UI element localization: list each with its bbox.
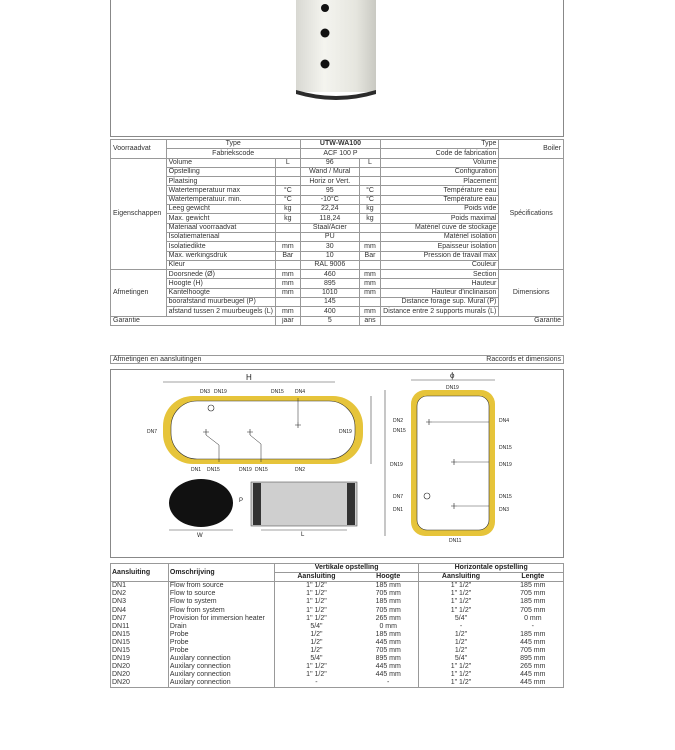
- horiz-length: 185 mm: [503, 631, 564, 639]
- spec-unit: mm: [359, 279, 380, 288]
- spec-unit: [275, 298, 300, 307]
- v-right-3: DN15: [499, 494, 512, 500]
- vert-height: 895 mm: [358, 655, 419, 663]
- properties-group-label-fr: Spécifications: [499, 158, 564, 270]
- spec-name-nl: Hoogte (H): [166, 279, 275, 288]
- vert-height: 0 mm: [358, 623, 419, 631]
- conn-desc: Provision for immersion heater: [168, 615, 274, 623]
- properties-row: [111, 251, 564, 260]
- horizontal-tank-drawing: [147, 373, 371, 473]
- properties-row: [111, 242, 564, 251]
- conn-desc: Drain: [168, 623, 274, 631]
- conn-desc: Auxilary connection: [168, 679, 274, 688]
- spec-unit: Bar: [275, 251, 300, 260]
- table-row: [111, 582, 564, 591]
- horiz-size: 1" 1/2": [450, 590, 472, 598]
- model-value: UTW-WA100: [300, 140, 380, 149]
- spec-unit: [359, 298, 380, 307]
- spec-value: -10°C: [300, 195, 359, 204]
- spec-unit: kg: [275, 205, 300, 214]
- spec-name-fr: Température eau: [381, 186, 499, 195]
- connections-table: [110, 563, 564, 688]
- properties-row: [111, 158, 564, 167]
- dim-phi-label: ϕ: [450, 371, 455, 380]
- spec-value: 95: [300, 186, 359, 195]
- spec-name-fr: Volume: [381, 158, 499, 167]
- spec-unit: kg: [359, 214, 380, 223]
- horiz-length: 895 mm: [503, 655, 564, 663]
- vert-height: 445 mm: [358, 671, 419, 679]
- warranty-unit: jaar: [275, 316, 300, 325]
- spec-name-nl: Doorsnede (Ø): [166, 270, 275, 279]
- properties-row: [111, 167, 564, 176]
- horiz-size: 1" 1/2": [419, 582, 503, 591]
- horiz-size: 1" 1/2": [450, 598, 472, 606]
- conn-id: DN19: [111, 655, 169, 663]
- conn-desc: Auxilary connection: [168, 671, 274, 679]
- spec-unit: °C: [275, 186, 300, 195]
- spec-name-fr: Poids maximal: [381, 214, 499, 223]
- spec-name-fr: Pression de travail max: [381, 251, 499, 260]
- v-left-4: DN1: [393, 507, 404, 513]
- spec-unit: [359, 223, 380, 232]
- vert-height: 185 mm: [358, 631, 419, 639]
- spec-value: RAL 9006: [300, 260, 359, 269]
- spec-name-fr: Hauteur d'inclinaison: [381, 288, 499, 297]
- spec-unit: [359, 260, 380, 269]
- horiz-length: 265 mm: [503, 663, 564, 671]
- horiz-length: 445 mm: [503, 639, 564, 647]
- spec-table: [110, 139, 564, 326]
- v-bottom: DN11: [449, 538, 462, 544]
- spec-name-fr: Matériel cuve de stockage: [381, 223, 499, 232]
- spec-unit: [359, 232, 380, 241]
- spec-name-nl: Max. gewicht: [166, 214, 275, 223]
- h-bot-0: DN1: [191, 467, 202, 473]
- table-row: [111, 606, 564, 614]
- spec-name-fr: Hauteur: [381, 279, 499, 288]
- spec-name-nl: afstand tussen 2 muurbeugels (L): [166, 307, 275, 316]
- conn-desc: Probe: [168, 647, 274, 655]
- spec-name-fr: Poids vide: [381, 205, 499, 214]
- spec-name-nl: Isolatiemateriaal: [166, 232, 275, 241]
- spec-unit: °C: [275, 195, 300, 204]
- horiz-length: 445 mm: [503, 671, 564, 679]
- section-bar: [110, 355, 564, 364]
- vert-size: 1" 1/2": [274, 582, 358, 591]
- v-left-2: DN19: [390, 462, 403, 468]
- spec-unit: Bar: [359, 251, 380, 260]
- spec-value: Wand / Mural: [300, 167, 359, 176]
- vert-size: 1/2": [310, 638, 323, 646]
- conn-id: DN20: [111, 679, 169, 688]
- spec-unit: [359, 177, 380, 186]
- dimensions-row: [111, 279, 564, 288]
- spec-header-row: [111, 140, 564, 149]
- vert-height: -: [358, 679, 419, 688]
- spec-value: 96: [300, 158, 359, 167]
- spec-value: 400: [300, 307, 359, 316]
- v-left-3: DN7: [393, 494, 404, 500]
- table-row: [111, 663, 564, 671]
- boiler-photo: [111, 0, 563, 136]
- spec-unit: mm: [275, 288, 300, 297]
- vert-size: 5/4": [310, 655, 323, 663]
- vert-size: 1" 1/2": [306, 606, 327, 614]
- desc-header: Omschrijving: [168, 564, 274, 582]
- code-label-nl: Fabriekscode: [166, 149, 300, 158]
- spec-unit: mm: [275, 270, 300, 279]
- horiz-header: Horizontale opstelling: [419, 564, 564, 573]
- conn-id: DN2: [111, 590, 169, 598]
- vert-height: 705 mm: [358, 647, 419, 655]
- h-top-1: DN19: [214, 389, 227, 395]
- spec-name-fr: Epaisseur isolation: [381, 242, 499, 251]
- vert-size: 5/4": [310, 622, 323, 630]
- spec-unit: [359, 167, 380, 176]
- sub-length-header: Lengte: [503, 573, 564, 582]
- spec-unit: [275, 167, 300, 176]
- v-right-0: DN4: [499, 418, 510, 424]
- dimensions-row: [111, 270, 564, 279]
- spec-unit: L: [275, 158, 300, 167]
- dimensions-group-label: Afmetingen: [111, 270, 167, 316]
- conn-desc: Flow from source: [168, 582, 274, 591]
- horiz-size: 1" 1/2": [450, 606, 472, 614]
- horiz-size: 1" 1/2": [450, 663, 472, 671]
- conn-id: DN20: [111, 663, 169, 671]
- vert-height: 185 mm: [358, 582, 419, 591]
- h-right: DN19: [339, 429, 352, 435]
- properties-group-label: Eigenschappen: [111, 158, 167, 270]
- spec-unit: °C: [359, 186, 380, 195]
- table-row: [111, 655, 564, 663]
- h-top-0: DN3: [200, 389, 211, 395]
- spec-name-nl: boorafstand muurbeugel (P): [166, 298, 275, 307]
- vert-size: 1" 1/2": [306, 671, 327, 679]
- port-2: [321, 29, 330, 38]
- h-top-2: DN15: [271, 389, 284, 395]
- spec-name-fr: Distance entre 2 supports murals (L): [381, 307, 499, 316]
- horiz-length: 445 mm: [503, 679, 564, 688]
- spec-header-row: [111, 149, 564, 158]
- conn-id: DN15: [111, 631, 169, 639]
- conn-id: DN1: [111, 582, 169, 591]
- spec-unit: [275, 260, 300, 269]
- conn-id: DN3: [111, 598, 169, 606]
- horiz-size: 1/2": [454, 638, 468, 646]
- table-row: [111, 647, 564, 655]
- port-3: [321, 60, 330, 69]
- spec-name-fr: Configuration: [381, 167, 499, 176]
- vert-size: 1" 1/2": [306, 614, 327, 622]
- spec-unit: L: [359, 158, 380, 167]
- spec-name-nl: Opstelling: [166, 167, 275, 176]
- horiz-size: 1" 1/2": [419, 679, 503, 688]
- spec-name-nl: Max. werkingsdruk: [166, 251, 275, 260]
- h-bot-1: DN15: [207, 467, 220, 473]
- spec-unit: [275, 232, 300, 241]
- spec-value: 30: [300, 242, 359, 251]
- spec-value: 895: [300, 279, 359, 288]
- spec-unit: mm: [275, 242, 300, 251]
- warranty-label-nl: Garantie: [111, 316, 276, 325]
- spec-value: PU: [300, 232, 359, 241]
- table-row: [111, 631, 564, 639]
- horiz-length: -: [503, 623, 564, 631]
- conn-desc: Auxilary connection: [168, 663, 274, 671]
- spec-name-fr: Distance forage sup. Mural (P): [381, 298, 499, 307]
- conn-desc: Flow to system: [168, 598, 274, 606]
- conn-id: DN11: [111, 623, 169, 631]
- horiz-size: 5/4": [454, 655, 468, 663]
- properties-row: [111, 177, 564, 186]
- v-left-1: DN15: [393, 428, 406, 434]
- dimensions-row: [111, 307, 564, 316]
- conn-id: DN7: [111, 615, 169, 623]
- properties-row: [111, 205, 564, 214]
- vert-height: 445 mm: [358, 639, 419, 647]
- properties-row: [111, 186, 564, 195]
- table-row: [111, 671, 564, 679]
- properties-row: [111, 260, 564, 269]
- spec-unit: mm: [359, 288, 380, 297]
- conn-id: DN4: [111, 606, 169, 614]
- spec-name-nl: Kantelhoogte: [166, 288, 275, 297]
- conn-desc: Flow to source: [168, 590, 274, 598]
- vert-height: 705 mm: [358, 590, 419, 598]
- warranty-label-fr: Garantie: [381, 316, 564, 325]
- v-right-4: DN3: [499, 507, 510, 513]
- code-value: ACF 100 P: [300, 149, 380, 158]
- spec-value: 10: [300, 251, 359, 260]
- sub-conn-header: Aansluiting: [297, 573, 336, 581]
- v-right-2: DN19: [499, 462, 512, 468]
- dimensions-group-label-fr: Dimensions: [499, 270, 564, 316]
- dim-h-label: H: [246, 373, 252, 382]
- table-row: [111, 598, 564, 606]
- table-row: [111, 623, 564, 631]
- conn-id: DN15: [111, 647, 169, 655]
- spec-name-nl: Materiaal voorraadvat: [166, 223, 275, 232]
- h-left: DN7: [147, 429, 158, 435]
- spec-unit: mm: [275, 279, 300, 288]
- vert-size: -: [274, 679, 358, 688]
- horiz-length: 705 mm: [503, 590, 564, 598]
- horiz-length: 185 mm: [503, 598, 564, 606]
- vessel-label: Voorraadvat: [111, 140, 167, 159]
- type-label-fr: Type: [381, 140, 499, 149]
- section-title-fr: Raccords et dimensions: [486, 356, 561, 363]
- section-title-nl: Afmetingen en aansluitingen: [113, 356, 202, 363]
- spec-name-nl: Leeg gewicht: [166, 205, 275, 214]
- vert-size: 1" 1/2": [306, 663, 327, 671]
- spec-value: Horiz or Vert.: [300, 177, 359, 186]
- diagram-svg: [111, 370, 563, 557]
- spec-value: 22,24: [300, 205, 359, 214]
- vert-height: 705 mm: [358, 606, 419, 614]
- properties-row: [111, 232, 564, 241]
- conn-desc: Auxilary connection: [168, 655, 274, 663]
- vert-size: 1/2": [310, 630, 323, 638]
- h-top-3: DN4: [295, 389, 306, 395]
- horiz-length: 0 mm: [503, 615, 564, 623]
- dimensions-row: [111, 298, 564, 307]
- spec-unit: [275, 177, 300, 186]
- table-row: [111, 615, 564, 623]
- v-right-1: DN15: [499, 445, 512, 451]
- horiz-size: 1" 1/2": [450, 671, 472, 679]
- horiz-length: 705 mm: [503, 647, 564, 655]
- table-row: [111, 639, 564, 647]
- conn-id: DN15: [111, 639, 169, 647]
- mount-views: [169, 479, 357, 539]
- horiz-size: 1/2": [454, 630, 468, 638]
- spec-value: Staal/Acier: [300, 223, 359, 232]
- conn-header: Aansluiting: [111, 564, 169, 582]
- spec-name-nl: Isolatiedikte: [166, 242, 275, 251]
- horiz-size: 5/4": [454, 614, 468, 622]
- vert-size: 1" 1/2": [306, 590, 327, 598]
- spec-name-fr: Placement: [381, 177, 499, 186]
- vert-height: 265 mm: [358, 615, 419, 623]
- spec-name-fr: Matériel isolation: [381, 232, 499, 241]
- spec-unit: mm: [359, 307, 380, 316]
- sub-conn2-header: Aansluiting: [441, 573, 481, 581]
- properties-row: [111, 195, 564, 204]
- properties-row: [111, 214, 564, 223]
- properties-row: [111, 223, 564, 232]
- port-1: [321, 4, 329, 12]
- spec-unit: °C: [359, 195, 380, 204]
- horiz-length: 705 mm: [503, 606, 564, 614]
- vert-header: Vertikale opstelling: [274, 564, 419, 573]
- sub-height-header: Hoogte: [358, 573, 419, 582]
- conn-desc: Probe: [168, 631, 274, 639]
- spec-name-fr: Section: [381, 270, 499, 279]
- vert-size: 1" 1/2": [306, 598, 327, 606]
- dim-p-label: P: [239, 498, 244, 504]
- h-bot-2: DN19: [239, 467, 252, 473]
- spec-name-nl: Plaatsing: [166, 177, 275, 186]
- spec-name-nl: Watertemperatuur max: [166, 186, 275, 195]
- conn-id: DN20: [111, 671, 169, 679]
- type-label-nl: Type: [166, 140, 300, 149]
- code-label-fr: Code de fabrication: [381, 149, 499, 158]
- spec-name-nl: Volume: [166, 158, 275, 167]
- horiz-size: 1/2": [454, 646, 468, 654]
- warranty-row: [111, 316, 564, 325]
- h-bot-4: DN2: [295, 467, 306, 473]
- v-top: DN19: [446, 385, 459, 391]
- dim-l-label: L: [301, 532, 305, 538]
- spec-unit: mm: [359, 242, 380, 251]
- spec-value: 1010: [300, 288, 359, 297]
- table-row: [111, 590, 564, 598]
- horiz-length: 185 mm: [503, 582, 564, 591]
- table-row: [111, 679, 564, 688]
- spec-name-fr: Couleur: [381, 260, 499, 269]
- spec-value: 118,24: [300, 214, 359, 223]
- warranty-value: 5: [300, 316, 359, 325]
- spec-name-nl: Kleur: [166, 260, 275, 269]
- product-photo-frame: [110, 0, 564, 137]
- warranty-unit: ans: [359, 316, 380, 325]
- spec-unit: mm: [275, 307, 300, 316]
- vertical-tank-drawing: [385, 371, 512, 544]
- spec-name-nl: Watertemperatuur. min.: [166, 195, 275, 204]
- spec-unit: [275, 223, 300, 232]
- spec-value: 145: [300, 298, 359, 307]
- spec-value: 460: [300, 270, 359, 279]
- h-bot-3: DN15: [255, 467, 268, 473]
- spec-unit: kg: [275, 214, 300, 223]
- vert-height: 445 mm: [358, 663, 419, 671]
- v-left-0: DN2: [393, 418, 404, 424]
- dimensions-row: [111, 288, 564, 297]
- vert-size: 1/2": [310, 646, 323, 654]
- horiz-size: -: [459, 622, 463, 630]
- conn-desc: Probe: [168, 639, 274, 647]
- technical-diagram: [110, 369, 564, 558]
- boiler-label: Boiler: [499, 140, 564, 159]
- conn-desc: Flow from system: [168, 606, 274, 614]
- vert-height: 185 mm: [358, 598, 419, 606]
- spec-name-fr: Température eau: [381, 195, 499, 204]
- spec-unit: kg: [359, 205, 380, 214]
- spec-unit: mm: [359, 270, 380, 279]
- dim-w-label: W: [197, 533, 203, 539]
